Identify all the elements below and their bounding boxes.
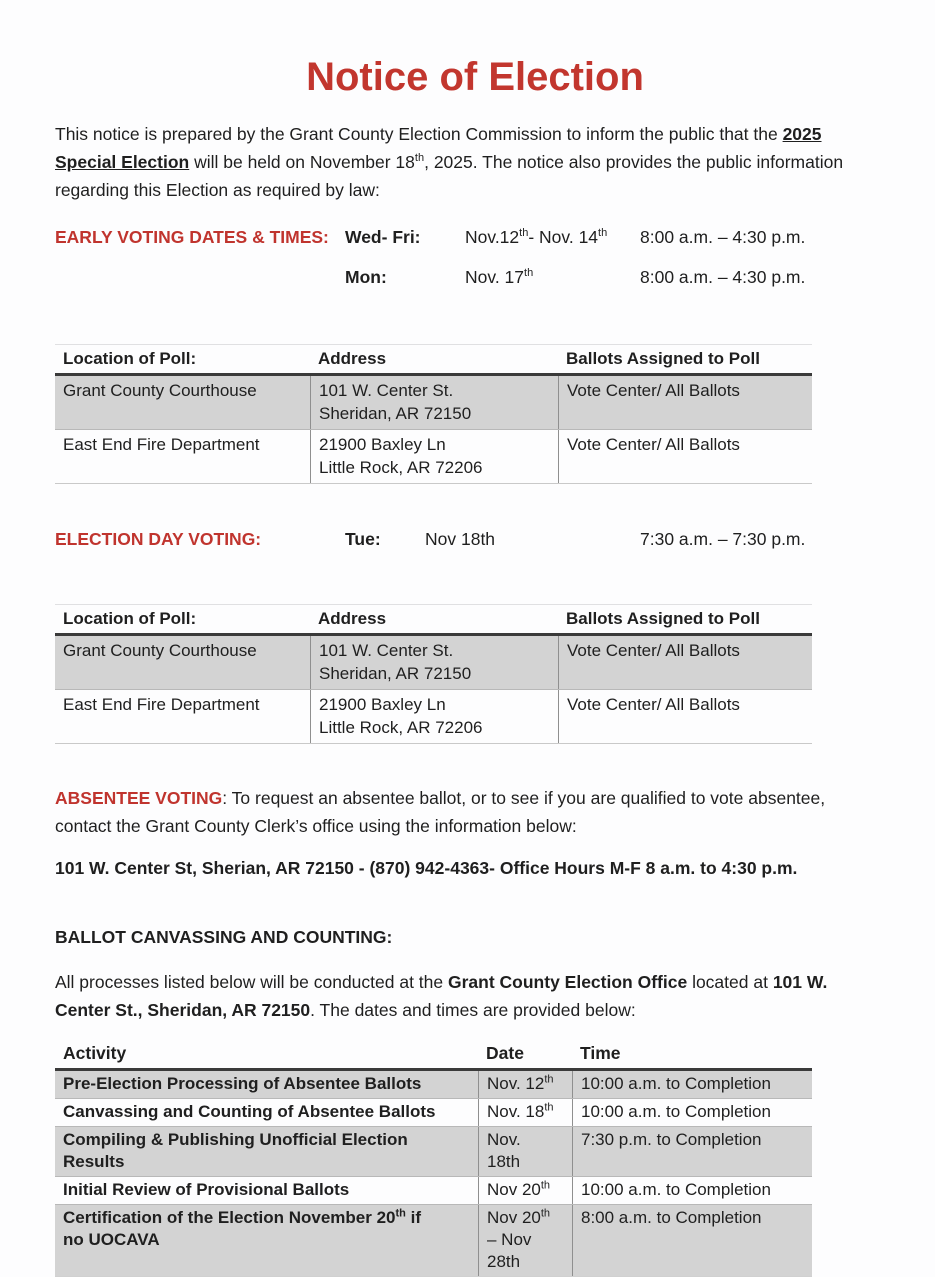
activity-cell: Canvassing and Counting of Absentee Ballots	[63, 1102, 436, 1121]
time-cell: 8:00 a.m. to Completion	[572, 1205, 812, 1276]
intro-paragraph: This notice is prepared by the Grant County Election Commission to inform the public that the 2025 Special Election will be held on November 18th, 2025. The notice also provides the public information regarding this Election as required by law:	[55, 124, 844, 200]
poll-row-courthouse	[55, 636, 812, 690]
poll-header-ballots: Ballots Assigned to Poll	[566, 349, 760, 368]
activity-header-time: Time	[580, 1043, 621, 1063]
address-cell	[310, 430, 558, 483]
location-cell: Grant County Courthouse	[63, 381, 257, 400]
activity-cell: Certification of the Election November 20th if no UOCAVA	[63, 1207, 422, 1249]
activity-table-header-row	[55, 1040, 812, 1071]
ballots-cell: Vote Center/ All Ballots	[558, 690, 812, 743]
address-cell	[310, 636, 558, 689]
early-voting-heading: EARLY VOTING DATES & TIMES:	[55, 227, 329, 247]
date-cell: Nov 20th – Nov 28th	[478, 1205, 572, 1276]
location-cell: Grant County Courthouse	[63, 641, 257, 660]
ballots-cell: Vote Center/ All Ballots	[558, 636, 812, 689]
activity-cell: Pre-Election Processing of Absentee Ballots	[63, 1074, 422, 1093]
activity-row-canvassing-counting	[55, 1099, 812, 1127]
address-cell	[310, 376, 558, 429]
election-day-time: 7:30 a.m. – 7:30 p.m.	[640, 529, 806, 549]
election-day-poll-table	[55, 604, 812, 744]
time-cell: 10:00 a.m. to Completion	[572, 1071, 812, 1098]
time-cell: 7:30 p.m. to Completion	[572, 1127, 812, 1176]
canvassing-paragraph: All processes listed below will be conducted at the Grant County Election Office located at 101 W. Center St., Sheridan, AR 72150. The dates and times are provided below:	[55, 972, 828, 1020]
election-day-day: Tue:	[345, 529, 381, 549]
location-cell: East End Fire Department	[63, 695, 260, 714]
early-voting-day-1: Wed- Fri:	[345, 227, 421, 247]
date-cell: Nov. 18th	[478, 1127, 572, 1176]
activity-row-pre-election-processing	[55, 1071, 812, 1099]
absentee-paragraph: ABSENTEE VOTING: To request an absentee ballot, or to see if you are qualified to vote absentee, contact the Grant County Clerk’s office using the information below:	[55, 788, 826, 836]
poll-header-address: Address	[318, 349, 387, 368]
activity-table	[55, 1040, 812, 1277]
page-title: Notice of Election	[306, 55, 644, 99]
location-cell: East End Fire Department	[63, 435, 260, 454]
early-voting-date-2: Nov. 17th	[465, 267, 534, 287]
early-voting-day-2: Mon:	[345, 267, 387, 287]
activity-header-date: Date	[486, 1043, 524, 1063]
address-line-1: 21900 Baxley Ln	[319, 435, 446, 454]
activity-row-compiling-publishing	[55, 1127, 812, 1177]
address-line-2: Sheridan, AR 72150	[319, 664, 472, 683]
address-line-1: 21900 Baxley Ln	[319, 695, 446, 714]
address-line-1: 101 W. Center St.	[319, 381, 454, 400]
time-cell: 10:00 a.m. to Completion	[572, 1099, 812, 1126]
address-line-2: Little Rock, AR 72206	[319, 458, 483, 477]
canvassing-heading: BALLOT CANVASSING AND COUNTING:	[55, 927, 393, 947]
early-voting-time-1: 8:00 a.m. – 4:30 p.m.	[640, 227, 806, 247]
early-voting-time-2: 8:00 a.m. – 4:30 p.m.	[640, 267, 806, 287]
address-line-1: 101 W. Center St.	[319, 641, 454, 660]
absentee-contact-line: 101 W. Center St, Sherian, AR 72150 - (870) 942-4363- Office Hours M-F 8 a.m. to 4:30 p.m.	[55, 858, 798, 878]
time-cell: 10:00 a.m. to Completion	[572, 1177, 812, 1204]
date-cell: Nov. 12th	[478, 1071, 572, 1098]
early-voting-date-1: Nov.12th- Nov. 14th	[465, 227, 608, 247]
activity-row-provisional-review	[55, 1177, 812, 1205]
poll-row-fire-department	[55, 690, 812, 744]
early-voting-row-1	[55, 226, 895, 248]
address-line-2: Sheridan, AR 72150	[319, 404, 472, 423]
early-voting-poll-table	[55, 344, 812, 484]
poll-header-location: Location of Poll:	[63, 349, 197, 368]
activity-header-activity: Activity	[63, 1043, 127, 1063]
early-voting-row-2	[55, 266, 895, 288]
date-cell: Nov. 18th	[478, 1099, 572, 1126]
activity-cell: Compiling & Publishing Unofficial Election Results	[63, 1130, 408, 1171]
date-cell: Nov 20th	[478, 1177, 572, 1204]
activity-row-certification	[55, 1205, 812, 1277]
election-day-row	[55, 528, 895, 550]
election-day-date: Nov 18th	[425, 529, 496, 549]
election-day-heading: ELECTION DAY VOTING:	[55, 529, 262, 549]
address-cell	[310, 690, 558, 743]
poll-header-location: Location of Poll:	[63, 609, 197, 628]
poll-row-courthouse	[55, 376, 812, 430]
poll-table-header-row	[55, 344, 812, 376]
poll-header-ballots: Ballots Assigned to Poll	[566, 609, 760, 628]
poll-header-address: Address	[318, 609, 387, 628]
ballots-cell: Vote Center/ All Ballots	[558, 376, 812, 429]
address-line-2: Little Rock, AR 72206	[319, 718, 483, 737]
ballots-cell: Vote Center/ All Ballots	[558, 430, 812, 483]
activity-cell: Initial Review of Provisional Ballots	[63, 1180, 350, 1199]
poll-row-fire-department	[55, 430, 812, 484]
poll-table-header-row	[55, 604, 812, 636]
